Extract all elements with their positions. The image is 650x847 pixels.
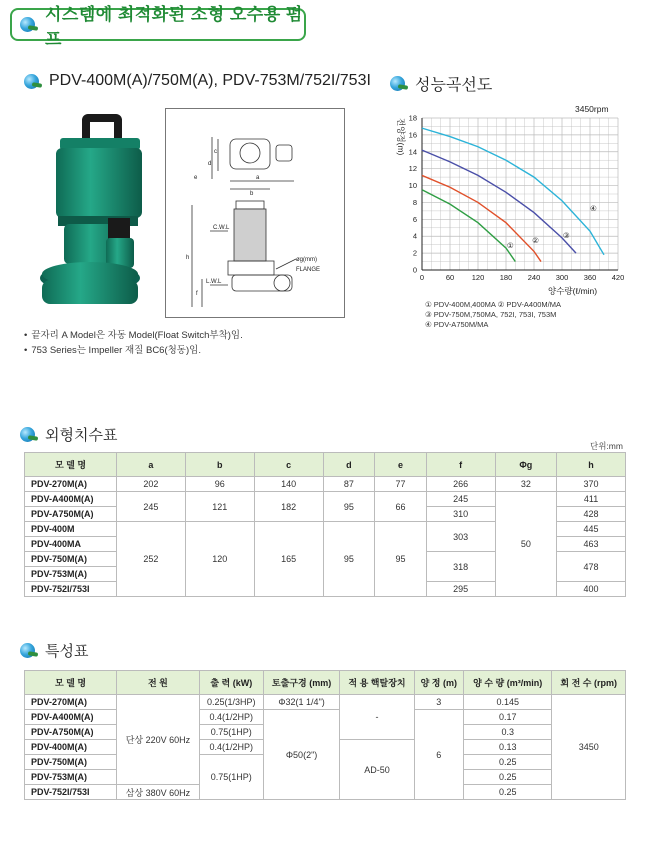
cell: 428	[557, 507, 626, 522]
curve-label: ①	[506, 241, 514, 251]
y-tick-label: 14	[408, 147, 417, 157]
cell: AD-50	[340, 740, 414, 800]
y-tick-label: 10	[408, 181, 417, 191]
cell: 245	[117, 492, 186, 522]
curve-label: ②	[532, 235, 539, 245]
y-tick-label: 6	[412, 214, 417, 224]
cell: 0.4(1/2HP)	[199, 740, 263, 755]
table-row	[25, 710, 626, 725]
cell: 310	[426, 507, 495, 522]
cell: 303	[426, 522, 495, 552]
cell: 318	[426, 552, 495, 582]
note-1: • 끝자리 A Model은 자동 Model(Float Switch부착)임.	[24, 328, 243, 343]
dim-table-heading-text: 외형치수표	[45, 427, 118, 444]
model-cell: PDV-750M(A)	[25, 552, 117, 567]
model-cell: PDV-400M(A)	[25, 740, 117, 755]
cell: 87	[323, 477, 375, 492]
cell: 478	[557, 552, 626, 582]
col-header: h	[557, 453, 626, 477]
x-axis-label: 양수량(ℓ/min)	[548, 286, 598, 296]
y-tick-label: 4	[412, 231, 417, 241]
model-cell: PDV-A400M(A)	[25, 710, 117, 725]
spec-table-heading-text: 특성표	[45, 643, 89, 660]
cell: 0.4(1/2HP)	[199, 710, 263, 725]
model-cell: PDV-270M(A)	[25, 477, 117, 492]
dim-e: e	[194, 175, 198, 181]
x-tick-label: 300	[555, 273, 569, 282]
col-header: 회 전 수 (rpm)	[552, 671, 626, 695]
cell: 0.3	[464, 725, 552, 740]
col-header: c	[254, 453, 323, 477]
cell: 32	[495, 477, 556, 492]
dim-h: h	[186, 255, 190, 261]
cell: 0.25	[464, 770, 552, 785]
table-header-row	[25, 453, 626, 477]
col-header: 전 원	[117, 671, 200, 695]
table-row	[25, 492, 626, 507]
bullet-icon	[20, 17, 35, 32]
cell: 0.145	[464, 695, 552, 710]
series-line	[422, 175, 541, 261]
cell: 266	[426, 477, 495, 492]
x-tick-label: 180	[499, 273, 513, 282]
cell: 463	[557, 537, 626, 552]
col-header: Φg	[495, 453, 556, 477]
cell: 411	[557, 492, 626, 507]
title-banner	[10, 4, 306, 49]
y-tick-label: 18	[408, 113, 417, 123]
perf-heading	[390, 72, 492, 95]
table-header-row	[25, 671, 626, 695]
dim-a: a	[256, 175, 260, 181]
pump-photo	[20, 108, 160, 318]
cell: 0.75(1HP)	[199, 725, 263, 740]
cell: 165	[254, 522, 323, 597]
lwl-label: L.W.L	[206, 279, 222, 285]
x-tick-label: 120	[471, 273, 485, 282]
dim-c: c	[214, 149, 217, 155]
spec-table-heading	[20, 640, 88, 661]
dim-b: b	[250, 191, 254, 197]
cell: 182	[254, 492, 323, 522]
curve-label: ④	[590, 203, 597, 213]
y-tick-label: 2	[412, 248, 417, 258]
col-header: 출 력 (kW)	[199, 671, 263, 695]
cell: -	[340, 695, 414, 740]
model-cell: PDV-400M	[25, 522, 117, 537]
cell: 445	[557, 522, 626, 537]
dim-f: f	[196, 291, 198, 297]
model-cell: PDV-752I/753I	[25, 785, 117, 800]
x-tick-label: 0	[419, 273, 425, 282]
model-cell: PDV-753M(A)	[25, 770, 117, 785]
cell: 245	[426, 492, 495, 507]
dim-table-heading	[20, 424, 117, 445]
cell: 0.25	[464, 755, 552, 770]
power-cell: 단상 220V 60Hz	[117, 695, 200, 785]
cell: 95	[375, 522, 427, 597]
perf-heading-text: 성능곡선도	[415, 77, 493, 94]
cell: 252	[117, 522, 186, 597]
cell: 50	[495, 492, 556, 597]
col-header: e	[375, 453, 427, 477]
col-header: 토출구경 (mm)	[263, 671, 340, 695]
curve-label: ③	[562, 230, 570, 240]
cell: 140	[254, 477, 323, 492]
dimension-table	[24, 452, 626, 597]
cell: 96	[185, 477, 254, 492]
rpm-label: 3450rpm	[575, 104, 609, 114]
cell: 3	[414, 695, 463, 710]
dim-d: d	[208, 161, 212, 167]
power-cell: 삼상 380V 60Hz	[117, 785, 200, 800]
col-header: b	[185, 453, 254, 477]
cell: 95	[323, 522, 375, 597]
cell: Φ32(1 1/4")	[263, 695, 340, 710]
col-header: 양 정 (m)	[414, 671, 463, 695]
table-row	[25, 695, 626, 710]
y-axis-label: 전양정(m)	[396, 118, 406, 156]
x-tick-label: 420	[611, 273, 625, 282]
cell: 295	[426, 582, 495, 597]
legend-note-3: ④ PDV-A750M/MA	[425, 320, 489, 329]
pipe-label: øg(mm)	[296, 257, 317, 263]
col-header: d	[323, 453, 375, 477]
col-header: 모 델 명	[25, 453, 117, 477]
cell: 77	[375, 477, 427, 492]
legend-note-2: ③ PDV-750M,750MA, 752I, 753I, 753M	[425, 310, 557, 319]
col-header: f	[426, 453, 495, 477]
models-heading	[24, 72, 371, 90]
y-tick-label: 0	[412, 265, 417, 275]
model-cell: PDV-A750M(A)	[25, 725, 117, 740]
chart-legend-notes	[425, 300, 561, 330]
model-cell: PDV-750M(A)	[25, 755, 117, 770]
x-tick-label: 360	[583, 273, 597, 282]
banner-title: 시스템에 최적화된 소형 오수용 펌프	[45, 4, 303, 49]
dimension-drawing	[165, 108, 345, 318]
spec-table	[24, 670, 626, 800]
notes	[24, 328, 243, 358]
note-2: • 753 Series는 Impeller 재질 BC6(청동)임.	[24, 343, 243, 358]
series-line	[422, 128, 604, 255]
x-tick-label: 240	[527, 273, 541, 282]
col-header: 모 델 명	[25, 671, 117, 695]
models-heading-text: PDV-400M(A)/750M(A), PDV-753M/752I/753I	[49, 72, 371, 89]
bullet-icon	[390, 76, 405, 91]
col-header: a	[117, 453, 186, 477]
cwl-label: C.W.L	[213, 225, 230, 231]
bullet-icon	[20, 427, 35, 442]
y-tick-label: 16	[408, 130, 417, 140]
cell: Φ50(2")	[263, 710, 340, 800]
cell: 66	[375, 492, 427, 522]
flange-label: FLANGE	[296, 267, 321, 273]
cell: 0.17	[464, 710, 552, 725]
legend-note-1: ① PDV-400M,400MA ② PDV-A400M/MA	[425, 300, 561, 309]
cell: 6	[414, 710, 463, 800]
x-tick-label: 60	[445, 273, 455, 282]
model-cell: PDV-400MA	[25, 537, 117, 552]
cell: 0.25(1/3HP)	[199, 695, 263, 710]
model-cell: PDV-752I/753I	[25, 582, 117, 597]
model-cell: PDV-270M(A)	[25, 695, 117, 710]
cell: 95	[323, 492, 375, 522]
cell: 120	[185, 522, 254, 597]
model-cell: PDV-A400M(A)	[25, 492, 117, 507]
cell: 370	[557, 477, 626, 492]
bullet-icon	[20, 643, 35, 658]
model-cell: PDV-A750M(A)	[25, 507, 117, 522]
table-row	[25, 477, 626, 492]
cell: 0.25	[464, 785, 552, 800]
cell: 0.13	[464, 740, 552, 755]
unit-label: 단위:mm	[590, 441, 623, 451]
model-cell: PDV-753M(A)	[25, 567, 117, 582]
col-header: 양 수 량 (m³/min)	[464, 671, 552, 695]
cell: 3450	[552, 695, 626, 800]
cell: 202	[117, 477, 186, 492]
cell: 400	[557, 582, 626, 597]
cell: 0.75(1HP)	[199, 755, 263, 800]
y-tick-label: 12	[408, 164, 417, 174]
y-tick-label: 8	[412, 197, 417, 207]
cell: 121	[185, 492, 254, 522]
bullet-icon	[24, 74, 39, 89]
col-header: 적 용 핵탈장치	[340, 671, 414, 695]
